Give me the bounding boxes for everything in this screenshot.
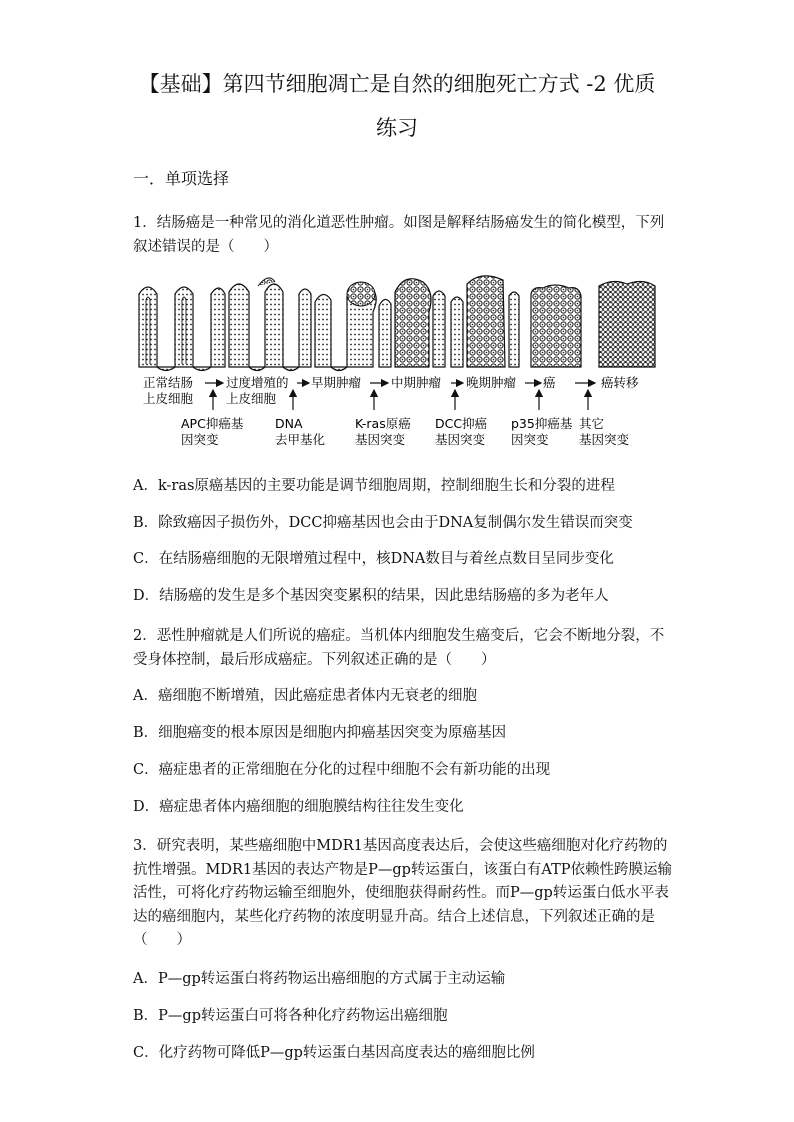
q1-option-d: D．结肠癌的发生是多个基因突变累积的结果，因此患结肠癌的多为老年人: [133, 588, 609, 604]
factor-label: p35抑癌基因突变: [511, 416, 573, 447]
section-heading: 一．单项选择: [133, 169, 230, 188]
q3-option-c: C．化疗药物可降低P—gp转运蛋白基因高度表达的癌细胞比例: [133, 1045, 535, 1061]
tissue-cancer: [531, 285, 581, 367]
q1-stem: 1．结肠癌是一种常见的消化道恶性肿瘤。如图是解释结肠癌发生的简化模型，下列叙述错误的是（ ）: [133, 215, 665, 255]
q1-option-c: C．在结肠癌细胞的无限增殖过程中，核DNA数目与着丝点数目呈同步变化: [133, 551, 614, 567]
tissue-intermediate-tumor: [379, 279, 445, 367]
factor-label: APC抑癌基因突变: [181, 416, 244, 447]
title-line-2: 练习: [376, 116, 418, 140]
factor-label: DCC抑癌基因突变: [435, 416, 488, 447]
q2-stem: 2．恶性肿瘤就是人们所说的癌症。当机体内细胞发生癌变后，它会不断地分裂，不受身体控制，最后形成癌症。下列叙述正确的是（ ）: [133, 628, 665, 668]
tissue-early-tumor: [315, 282, 376, 371]
tissue-hyperproliferative: [229, 278, 311, 371]
stage-label: 早期肿瘤: [311, 375, 362, 390]
factor-label: K-ras原癌基因突变: [355, 416, 411, 447]
q3-stem: 3．研究表明，某些癌细胞中MDR1基因高度表达后，会使这些癌细胞对化疗药物的抗性增强。MDR1基因的表达产物是P—gp转运蛋白，该蛋白有ATP依赖性跨膜运输活性，可将化疗药物运输至细胞外，使细胞获得耐药性。而P—gp转运蛋白低水平表达的癌细胞内，某些化疗药物的浓度明显升高。结合上述信息，下列叙述正确的是（ ）: [133, 838, 673, 948]
q2-option-c: C．癌症患者的正常细胞在分化的过程中细胞不会有新功能的出现: [133, 762, 551, 778]
q2-option-a: A．癌细胞不断增殖，因此癌症患者体内无衰老的细胞: [133, 688, 477, 704]
factor-label: DNA 去甲基化: [275, 416, 326, 447]
tissue-late-tumor: [451, 276, 519, 367]
colon-cancer-model-figure: [133, 272, 663, 462]
tissue-metastasis: [599, 281, 655, 367]
q1-option-b: B．除致癌因子损伤外，DCC抑癌基因也会由于DNA复制偶尔发生错误而突变: [133, 515, 633, 531]
stage-label: 癌: [543, 375, 556, 390]
tissue-normal: [139, 287, 225, 371]
q2-option-b: B．细胞癌变的根本原因是细胞内抑癌基因突变为原癌基因: [133, 725, 507, 741]
factor-label: 其它基因突变: [579, 416, 630, 447]
stage-label: 癌转移: [601, 375, 639, 390]
q3-option-b: B．P—gp转运蛋白可将各种化疗药物运出癌细胞: [133, 1008, 448, 1024]
stage-label: 正常结肠上皮细胞: [143, 375, 194, 406]
q1-option-a: A．k-ras原癌基因的主要功能是调节细胞周期，控制细胞生长和分裂的进程: [133, 478, 615, 494]
q3-option-a: A．P—gp转运蛋白将药物运出癌细胞的方式属于主动运输: [133, 971, 506, 987]
q2-option-d: D．癌症患者体内癌细胞的细胞膜结构往往发生变化: [133, 799, 464, 815]
stage-label: 晚期肿瘤: [466, 375, 517, 390]
stage-label: 中期肿瘤: [391, 375, 442, 390]
title-line-1: 【基础】第四节细胞凋亡是自然的细胞死亡方式 -2 优质: [138, 72, 656, 96]
stage-label: 过度增殖的上皮细胞: [226, 375, 289, 406]
